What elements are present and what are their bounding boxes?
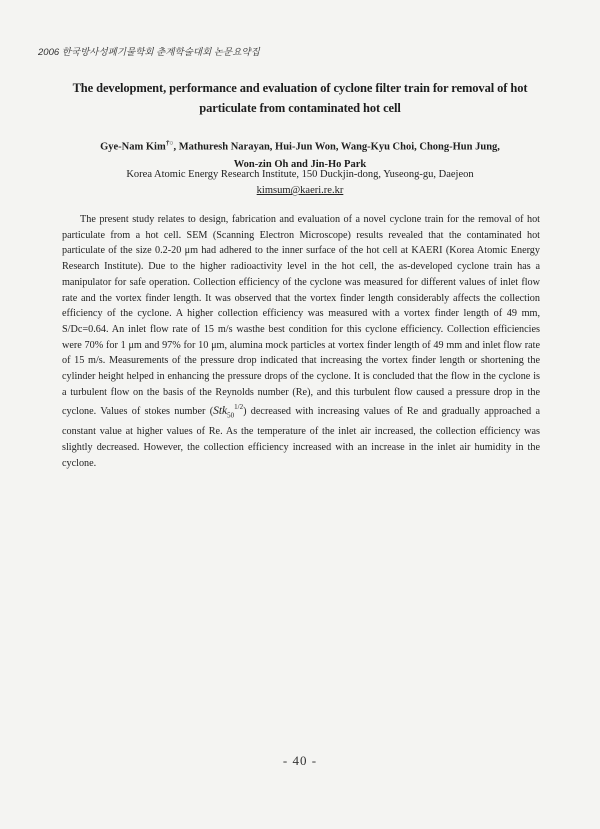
abstract-paragraph bbox=[62, 212, 540, 471]
running-header: 2006 한국방사성폐기물학회 춘계학술대회 논문요약집 bbox=[38, 47, 260, 58]
stk-superscript: 1/2 bbox=[234, 403, 244, 412]
email-line bbox=[60, 183, 540, 199]
page-number: - 40 - bbox=[282, 753, 318, 768]
paper-title bbox=[60, 78, 540, 118]
stk-subscript: 50 bbox=[227, 411, 235, 420]
corresponding-mark: †○ bbox=[165, 139, 174, 147]
stk-base: Stk bbox=[213, 405, 228, 418]
affiliation: Korea Atomic Energy Research Institute, 150 Duckjin-dong, Yuseong-gu, Daejeon bbox=[126, 169, 474, 180]
abstract-text-2: ) decreased with increasing values of Re and gradually approached a constant value at higher values of Re. As the temperature of the inlet air increased, the collection efficiency was slightly decreased. However, the collection efficiency increased with an increase in the inlet air humidity in the cyclone. bbox=[62, 406, 540, 469]
authors-line-1 bbox=[60, 135, 540, 156]
title-line-2: particulate from contaminated hot cell bbox=[199, 101, 401, 115]
authors-line-2: Won-zin Oh and Jin-Ho Park bbox=[233, 158, 367, 170]
lead-author: Gye-Nam Kim bbox=[100, 141, 166, 153]
email-link[interactable]: kimsum@kaeri.re.kr bbox=[256, 185, 344, 196]
title-line-1: The development, performance and evaluation of cyclone filter train for removal of hot bbox=[72, 81, 528, 95]
abstract-text-1: The present study relates to design, fabrication and evaluation of a novel cyclone train for the removal of hot particulate from a hot cell. SEM (Scanning Electron Microscope) results revealed that the contaminated hot particulate of the size 0.2-20 μm had adhered to the inner surface of the hot cell at KAERI (Korea Atomic Energy Research Institute). Due to the higher radioactivity level in the hot cell, the as-developed cyclone train has a manipulator for safe operation. Collection efficiency of the cyclone was measured for different values of inlet flow rate and the vortex finder length. It was observed that the vortex finder length considerably affects the collection efficiency of the cyclone. A higher collection efficiency was measured with a vortex finder length of 49 mm, S/Dc=0.64. An inlet flow rate of 15 m/s wasthe best condition for this cyclone efficiency. Collection efficiencies were 70% for 1 μm and 97% for 10 μm, alumina mock particles at vortex finder length of 49 mm and inlet flow rate of 15 m/s. Measurements of the pressure drop indicated that increasing the vortex finder length or shortening the cylinder height helped in enhancing the pressure drops of the cyclone. It is concluded that the flow in the cyclone is a turbulent flow on the basis of the Reynolds number (Re), and this turbulent flow caused a pressure drop in the cyclone. Values of stokes number ( bbox=[62, 214, 540, 418]
stokes-number-symbol bbox=[213, 403, 244, 420]
co-authors-1: , Mathuresh Narayan, Hui-Jun Won, Wang-Kyu Choi, Chong-Hun Jung, bbox=[173, 141, 500, 153]
